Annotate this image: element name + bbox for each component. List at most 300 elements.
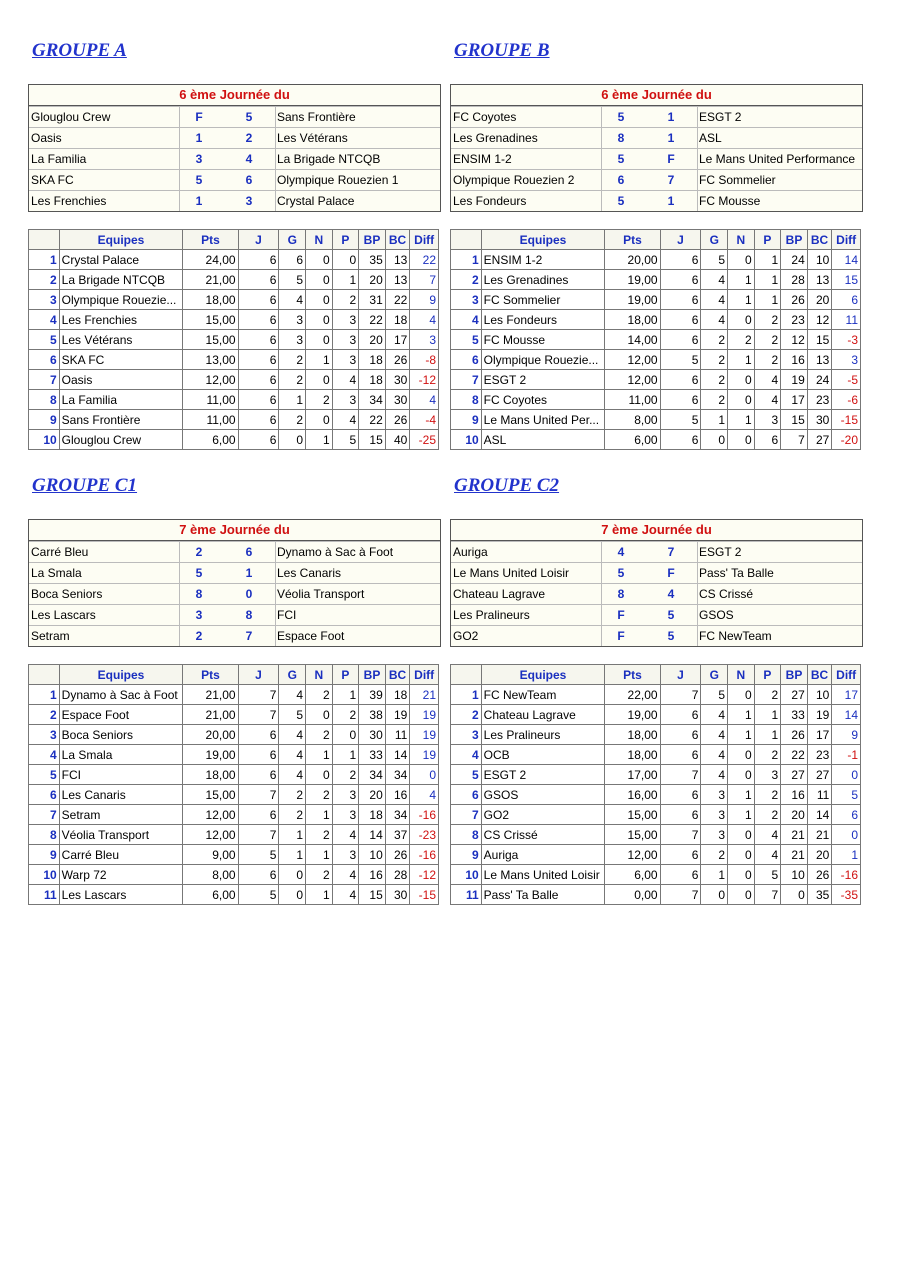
rank-cell: 6 (451, 350, 482, 370)
team-cell: GO2 (481, 805, 605, 825)
table-row (29, 705, 439, 725)
journee-header: 6 ème Journée du (29, 85, 440, 106)
team-cell: ESGT 2 (481, 370, 605, 390)
column-divider (601, 128, 602, 148)
table-row (29, 765, 439, 785)
stat-cell: 10 (781, 865, 808, 885)
stat-cell: 22 (781, 745, 808, 765)
table-row (29, 725, 439, 745)
table-row (29, 310, 439, 330)
stat-cell: 15,00 (183, 785, 238, 805)
match-row (451, 148, 862, 169)
rank-cell: 5 (29, 765, 60, 785)
column-divider (179, 107, 180, 127)
stat-cell: 7 (660, 685, 701, 705)
stat-cell: -12 (410, 370, 439, 390)
stat-cell: 4 (279, 725, 306, 745)
stat-cell: 1 (728, 270, 755, 290)
stat-cell: 6 (238, 310, 279, 330)
rank-cell: 1 (451, 250, 482, 270)
home-team: Les Grenadines (453, 131, 538, 145)
stat-cell: 6 (660, 725, 701, 745)
stat-cell: 5 (238, 885, 279, 905)
column-header: Pts (183, 230, 238, 250)
match-row (29, 127, 440, 148)
column-divider (697, 542, 698, 562)
rank-cell: 5 (451, 765, 482, 785)
stat-cell: 27 (807, 765, 832, 785)
stat-cell: 1 (332, 745, 359, 765)
rank-cell: 8 (451, 390, 482, 410)
stat-cell: 12,00 (605, 350, 660, 370)
match-row (29, 562, 440, 583)
stat-cell: 26 (781, 290, 808, 310)
stat-cell: 8,00 (605, 410, 660, 430)
stat-cell: 6 (238, 410, 279, 430)
stat-cell: 4 (754, 390, 781, 410)
home-team: Carré Bleu (31, 545, 89, 559)
team-cell: Pass' Ta Balle (481, 885, 605, 905)
column-header: BP (359, 230, 386, 250)
stat-cell: 4 (410, 310, 439, 330)
stat-cell: 22 (385, 290, 410, 310)
stat-cell: -6 (832, 390, 861, 410)
stat-cell: -12 (410, 865, 439, 885)
rank-cell: 4 (451, 745, 482, 765)
stat-cell: 7 (238, 705, 279, 725)
stat-cell: 2 (754, 805, 781, 825)
rank-cell: 10 (451, 865, 482, 885)
home-score: 2 (195, 545, 203, 559)
stat-cell: -16 (410, 805, 439, 825)
stat-cell: 24 (781, 250, 808, 270)
rank-cell: 10 (29, 865, 60, 885)
home-score: F (617, 608, 625, 622)
stat-cell: 6,00 (605, 865, 660, 885)
column-divider (275, 170, 276, 190)
stat-cell: 21,00 (183, 705, 238, 725)
team-cell: FC NewTeam (481, 685, 605, 705)
stat-cell: 6 (238, 865, 279, 885)
stat-cell: 4 (754, 370, 781, 390)
stat-cell: 4 (410, 390, 439, 410)
stat-cell: 6 (238, 370, 279, 390)
home-score: 8 (617, 587, 625, 601)
stat-cell: 0 (279, 865, 306, 885)
stat-cell: 18,00 (605, 725, 660, 745)
table-row (451, 705, 861, 725)
stat-cell: 5 (701, 685, 728, 705)
column-header: G (279, 665, 306, 685)
column-divider (601, 626, 602, 646)
stat-cell: 9 (832, 725, 861, 745)
away-score: F (667, 566, 675, 580)
team-cell: Glouglou Crew (59, 430, 183, 450)
stat-cell: 16 (781, 350, 808, 370)
home-score: 5 (617, 194, 625, 208)
stat-cell: 26 (781, 725, 808, 745)
stat-cell: 18,00 (605, 745, 660, 765)
stat-cell: 0 (306, 705, 333, 725)
stat-cell: 1 (728, 410, 755, 430)
column-divider (697, 128, 698, 148)
stat-cell: 14 (832, 705, 861, 725)
stat-cell: 2 (754, 785, 781, 805)
column-header: N (306, 230, 333, 250)
away-team: ASL (699, 131, 722, 145)
stat-cell: 14 (807, 805, 832, 825)
stat-cell: 1 (279, 390, 306, 410)
away-team: La Brigade NTCQB (277, 152, 381, 166)
stat-cell: 3 (332, 785, 359, 805)
stat-cell: 3 (332, 845, 359, 865)
stat-cell: 15 (832, 270, 861, 290)
stat-cell: 0 (728, 825, 755, 845)
stat-cell: 33 (359, 745, 386, 765)
stat-cell: 2 (728, 330, 755, 350)
stat-cell: 0 (332, 250, 359, 270)
rank-cell: 7 (29, 805, 60, 825)
group-a-title: GROUPE A (32, 40, 127, 61)
team-cell: CS Crissé (481, 825, 605, 845)
column-header: Equipes (481, 665, 605, 685)
column-divider (697, 605, 698, 625)
stat-cell: 2 (306, 825, 333, 845)
stat-cell: 0 (306, 330, 333, 350)
team-cell: Le Mans United Loisir (481, 865, 605, 885)
stat-cell: 0 (728, 765, 755, 785)
stat-cell: 12 (807, 310, 832, 330)
team-cell: FC Coyotes (481, 390, 605, 410)
stat-cell: 10 (807, 685, 832, 705)
stat-cell: 3 (754, 765, 781, 785)
stat-cell: -8 (410, 350, 439, 370)
away-score: 7 (245, 629, 253, 643)
stat-cell: 22 (359, 410, 386, 430)
away-score: 1 (245, 566, 253, 580)
stat-cell: 6 (238, 390, 279, 410)
table-row (29, 885, 439, 905)
stat-cell: 2 (332, 290, 359, 310)
team-cell: Auriga (481, 845, 605, 865)
stat-cell: 19 (410, 725, 439, 745)
column-header: J (660, 230, 701, 250)
group-b-standings (450, 229, 861, 450)
stat-cell: 5 (238, 845, 279, 865)
stat-cell: 23 (807, 390, 832, 410)
home-team: Les Fondeurs (453, 194, 527, 208)
stat-cell: 2 (754, 350, 781, 370)
group-a-standings (28, 229, 439, 450)
table-row (451, 330, 861, 350)
stat-cell: 20 (359, 270, 386, 290)
team-cell: Espace Foot (59, 705, 183, 725)
column-header: Pts (605, 665, 660, 685)
column-header: N (306, 665, 333, 685)
stat-cell: 11,00 (183, 390, 238, 410)
stat-cell: 0 (728, 430, 755, 450)
stat-cell: 3 (332, 390, 359, 410)
stat-cell: 2 (306, 390, 333, 410)
stat-cell: 2 (306, 865, 333, 885)
away-team: Les Canaris (277, 566, 342, 580)
stat-cell: 2 (279, 785, 306, 805)
stat-cell: 6 (660, 370, 701, 390)
stat-cell: 3 (279, 330, 306, 350)
stat-cell: 4 (701, 705, 728, 725)
group-b-matches (450, 84, 863, 212)
team-cell: Crystal Palace (59, 250, 183, 270)
table-row (451, 410, 861, 430)
stat-cell: -23 (410, 825, 439, 845)
column-divider (697, 191, 698, 211)
home-score: 1 (195, 194, 203, 208)
rank-cell: 5 (29, 330, 60, 350)
group-c1-standings (28, 664, 439, 905)
column-header: BP (781, 665, 808, 685)
stat-cell: 6 (238, 805, 279, 825)
team-cell: Les Lascars (59, 885, 183, 905)
stat-cell: 19 (385, 705, 410, 725)
table-row (29, 350, 439, 370)
stat-cell: 11 (832, 310, 861, 330)
table-row (451, 310, 861, 330)
team-cell: La Familia (59, 390, 183, 410)
stat-cell: 11 (385, 725, 410, 745)
stat-cell: 19,00 (605, 705, 660, 725)
stat-cell: 23 (781, 310, 808, 330)
table-row (29, 805, 439, 825)
stat-cell: 35 (359, 250, 386, 270)
stat-cell: 4 (332, 370, 359, 390)
stat-cell: 19,00 (605, 290, 660, 310)
stat-cell: 17 (781, 390, 808, 410)
stat-cell: 13 (807, 270, 832, 290)
stat-cell: 9 (410, 290, 439, 310)
stat-cell: 1 (728, 705, 755, 725)
stat-cell: 2 (332, 705, 359, 725)
home-score: 1 (195, 131, 203, 145)
table-row (29, 330, 439, 350)
stat-cell: 6,00 (605, 430, 660, 450)
team-cell: Oasis (59, 370, 183, 390)
stat-cell: 6 (238, 745, 279, 765)
column-header: BP (781, 230, 808, 250)
stat-cell: 5 (332, 430, 359, 450)
stat-cell: 3 (701, 805, 728, 825)
column-header: Equipes (59, 230, 183, 250)
home-team: Le Mans United Loisir (453, 566, 570, 580)
column-divider (601, 584, 602, 604)
table-row (451, 825, 861, 845)
column-divider (601, 191, 602, 211)
match-row (451, 127, 862, 148)
team-cell: Les Frenchies (59, 310, 183, 330)
stat-cell: 1 (728, 805, 755, 825)
match-row (451, 106, 862, 127)
column-divider (179, 605, 180, 625)
rank-cell: 8 (29, 825, 60, 845)
away-team: FC Sommelier (699, 173, 776, 187)
team-cell: FCI (59, 765, 183, 785)
team-cell: Les Grenadines (481, 270, 605, 290)
column-divider (601, 605, 602, 625)
stat-cell: 20 (807, 290, 832, 310)
stat-cell: 22,00 (605, 685, 660, 705)
table-row (29, 290, 439, 310)
stat-cell: 6 (238, 270, 279, 290)
rank-cell: 3 (29, 725, 60, 745)
stat-cell: 20 (359, 330, 386, 350)
stat-cell: 20 (781, 805, 808, 825)
stat-cell: 26 (385, 350, 410, 370)
stat-cell: 1 (332, 685, 359, 705)
column-header: Diff (832, 665, 861, 685)
away-score: 4 (245, 152, 253, 166)
team-cell: OCB (481, 745, 605, 765)
stat-cell: 27 (781, 685, 808, 705)
stat-cell: 6 (754, 430, 781, 450)
match-row (29, 583, 440, 604)
stat-cell: 1 (728, 350, 755, 370)
column-divider (697, 584, 698, 604)
away-team: FC Mousse (699, 194, 761, 208)
stat-cell: 2 (754, 745, 781, 765)
rank-cell: 10 (451, 430, 482, 450)
stat-cell: 1 (728, 725, 755, 745)
stat-cell: 4 (332, 410, 359, 430)
stat-cell: 2 (306, 685, 333, 705)
stat-cell: 34 (359, 390, 386, 410)
stat-cell: 14 (832, 250, 861, 270)
home-team: Setram (31, 629, 70, 643)
column-header: Pts (605, 230, 660, 250)
stat-cell: 6 (238, 250, 279, 270)
stat-cell: 1 (754, 290, 781, 310)
stat-cell: 15,00 (605, 825, 660, 845)
home-team: La Familia (31, 152, 87, 166)
stat-cell: -15 (832, 410, 861, 430)
stat-cell: 4 (754, 845, 781, 865)
match-row (29, 625, 440, 646)
stat-cell: 0 (701, 430, 728, 450)
stat-cell: 0 (306, 310, 333, 330)
stat-cell: 20 (359, 785, 386, 805)
column-divider (275, 584, 276, 604)
table-row (29, 685, 439, 705)
stat-cell: 2 (754, 330, 781, 350)
column-divider (601, 542, 602, 562)
column-divider (601, 563, 602, 583)
stat-cell: 5 (832, 785, 861, 805)
column-header: Diff (410, 665, 439, 685)
stat-cell: 24 (807, 370, 832, 390)
stat-cell: 1 (306, 805, 333, 825)
table-row (29, 250, 439, 270)
stat-cell: 2 (306, 725, 333, 745)
stat-cell: 16 (359, 865, 386, 885)
column-header (29, 230, 60, 250)
stat-cell: -25 (410, 430, 439, 450)
column-header (29, 665, 60, 685)
stat-cell: 34 (385, 805, 410, 825)
rank-cell: 11 (29, 885, 60, 905)
stat-cell: 2 (332, 765, 359, 785)
stat-cell: 4 (279, 765, 306, 785)
stat-cell: 33 (781, 705, 808, 725)
stat-cell: 16 (385, 785, 410, 805)
stat-cell: 20 (807, 845, 832, 865)
stat-cell: 21,00 (183, 685, 238, 705)
stat-cell: 17 (832, 685, 861, 705)
table-row (29, 745, 439, 765)
stat-cell: 0 (279, 430, 306, 450)
column-header: P (754, 665, 781, 685)
stat-cell: 18 (385, 310, 410, 330)
column-header (451, 665, 482, 685)
stat-cell: 7 (660, 885, 701, 905)
match-row (29, 541, 440, 562)
column-divider (697, 107, 698, 127)
table-row (451, 350, 861, 370)
stat-cell: 0 (728, 390, 755, 410)
column-header: J (660, 665, 701, 685)
group-c2-matches (450, 519, 863, 647)
stat-cell: -16 (832, 865, 861, 885)
rank-cell: 2 (451, 705, 482, 725)
rank-cell: 4 (29, 310, 60, 330)
home-score: 3 (195, 152, 203, 166)
column-divider (179, 149, 180, 169)
stat-cell: 13 (385, 270, 410, 290)
home-team: Les Lascars (31, 608, 96, 622)
stat-cell: 4 (332, 885, 359, 905)
home-score: 2 (195, 629, 203, 643)
stat-cell: 19 (410, 745, 439, 765)
team-cell: GSOS (481, 785, 605, 805)
away-score: 1 (667, 194, 675, 208)
stat-cell: 18,00 (605, 310, 660, 330)
stat-cell: 6 (660, 310, 701, 330)
stat-cell: 7 (660, 765, 701, 785)
home-score: 5 (195, 566, 203, 580)
stat-cell: 6 (238, 330, 279, 350)
stat-cell: 16 (781, 785, 808, 805)
home-score: 8 (195, 587, 203, 601)
rank-cell: 7 (451, 805, 482, 825)
rank-cell: 4 (29, 745, 60, 765)
team-cell: Les Vétérans (59, 330, 183, 350)
column-header: Pts (183, 665, 238, 685)
table-row (451, 745, 861, 765)
match-row (451, 541, 862, 562)
stat-cell: 37 (385, 825, 410, 845)
team-cell: Carré Bleu (59, 845, 183, 865)
stat-cell: 7 (238, 685, 279, 705)
column-header: BP (359, 665, 386, 685)
stat-cell: 0 (781, 885, 808, 905)
stat-cell: 6 (660, 270, 701, 290)
stat-cell: 1 (754, 705, 781, 725)
stat-cell: 35 (807, 885, 832, 905)
stat-cell: 11,00 (183, 410, 238, 430)
stat-cell: 3 (332, 350, 359, 370)
table-row (451, 805, 861, 825)
away-team: Dynamo à Sac à Foot (277, 545, 394, 559)
team-cell: ASL (481, 430, 605, 450)
stat-cell: -35 (832, 885, 861, 905)
journee-header: 7 ème Journée du (29, 520, 440, 541)
